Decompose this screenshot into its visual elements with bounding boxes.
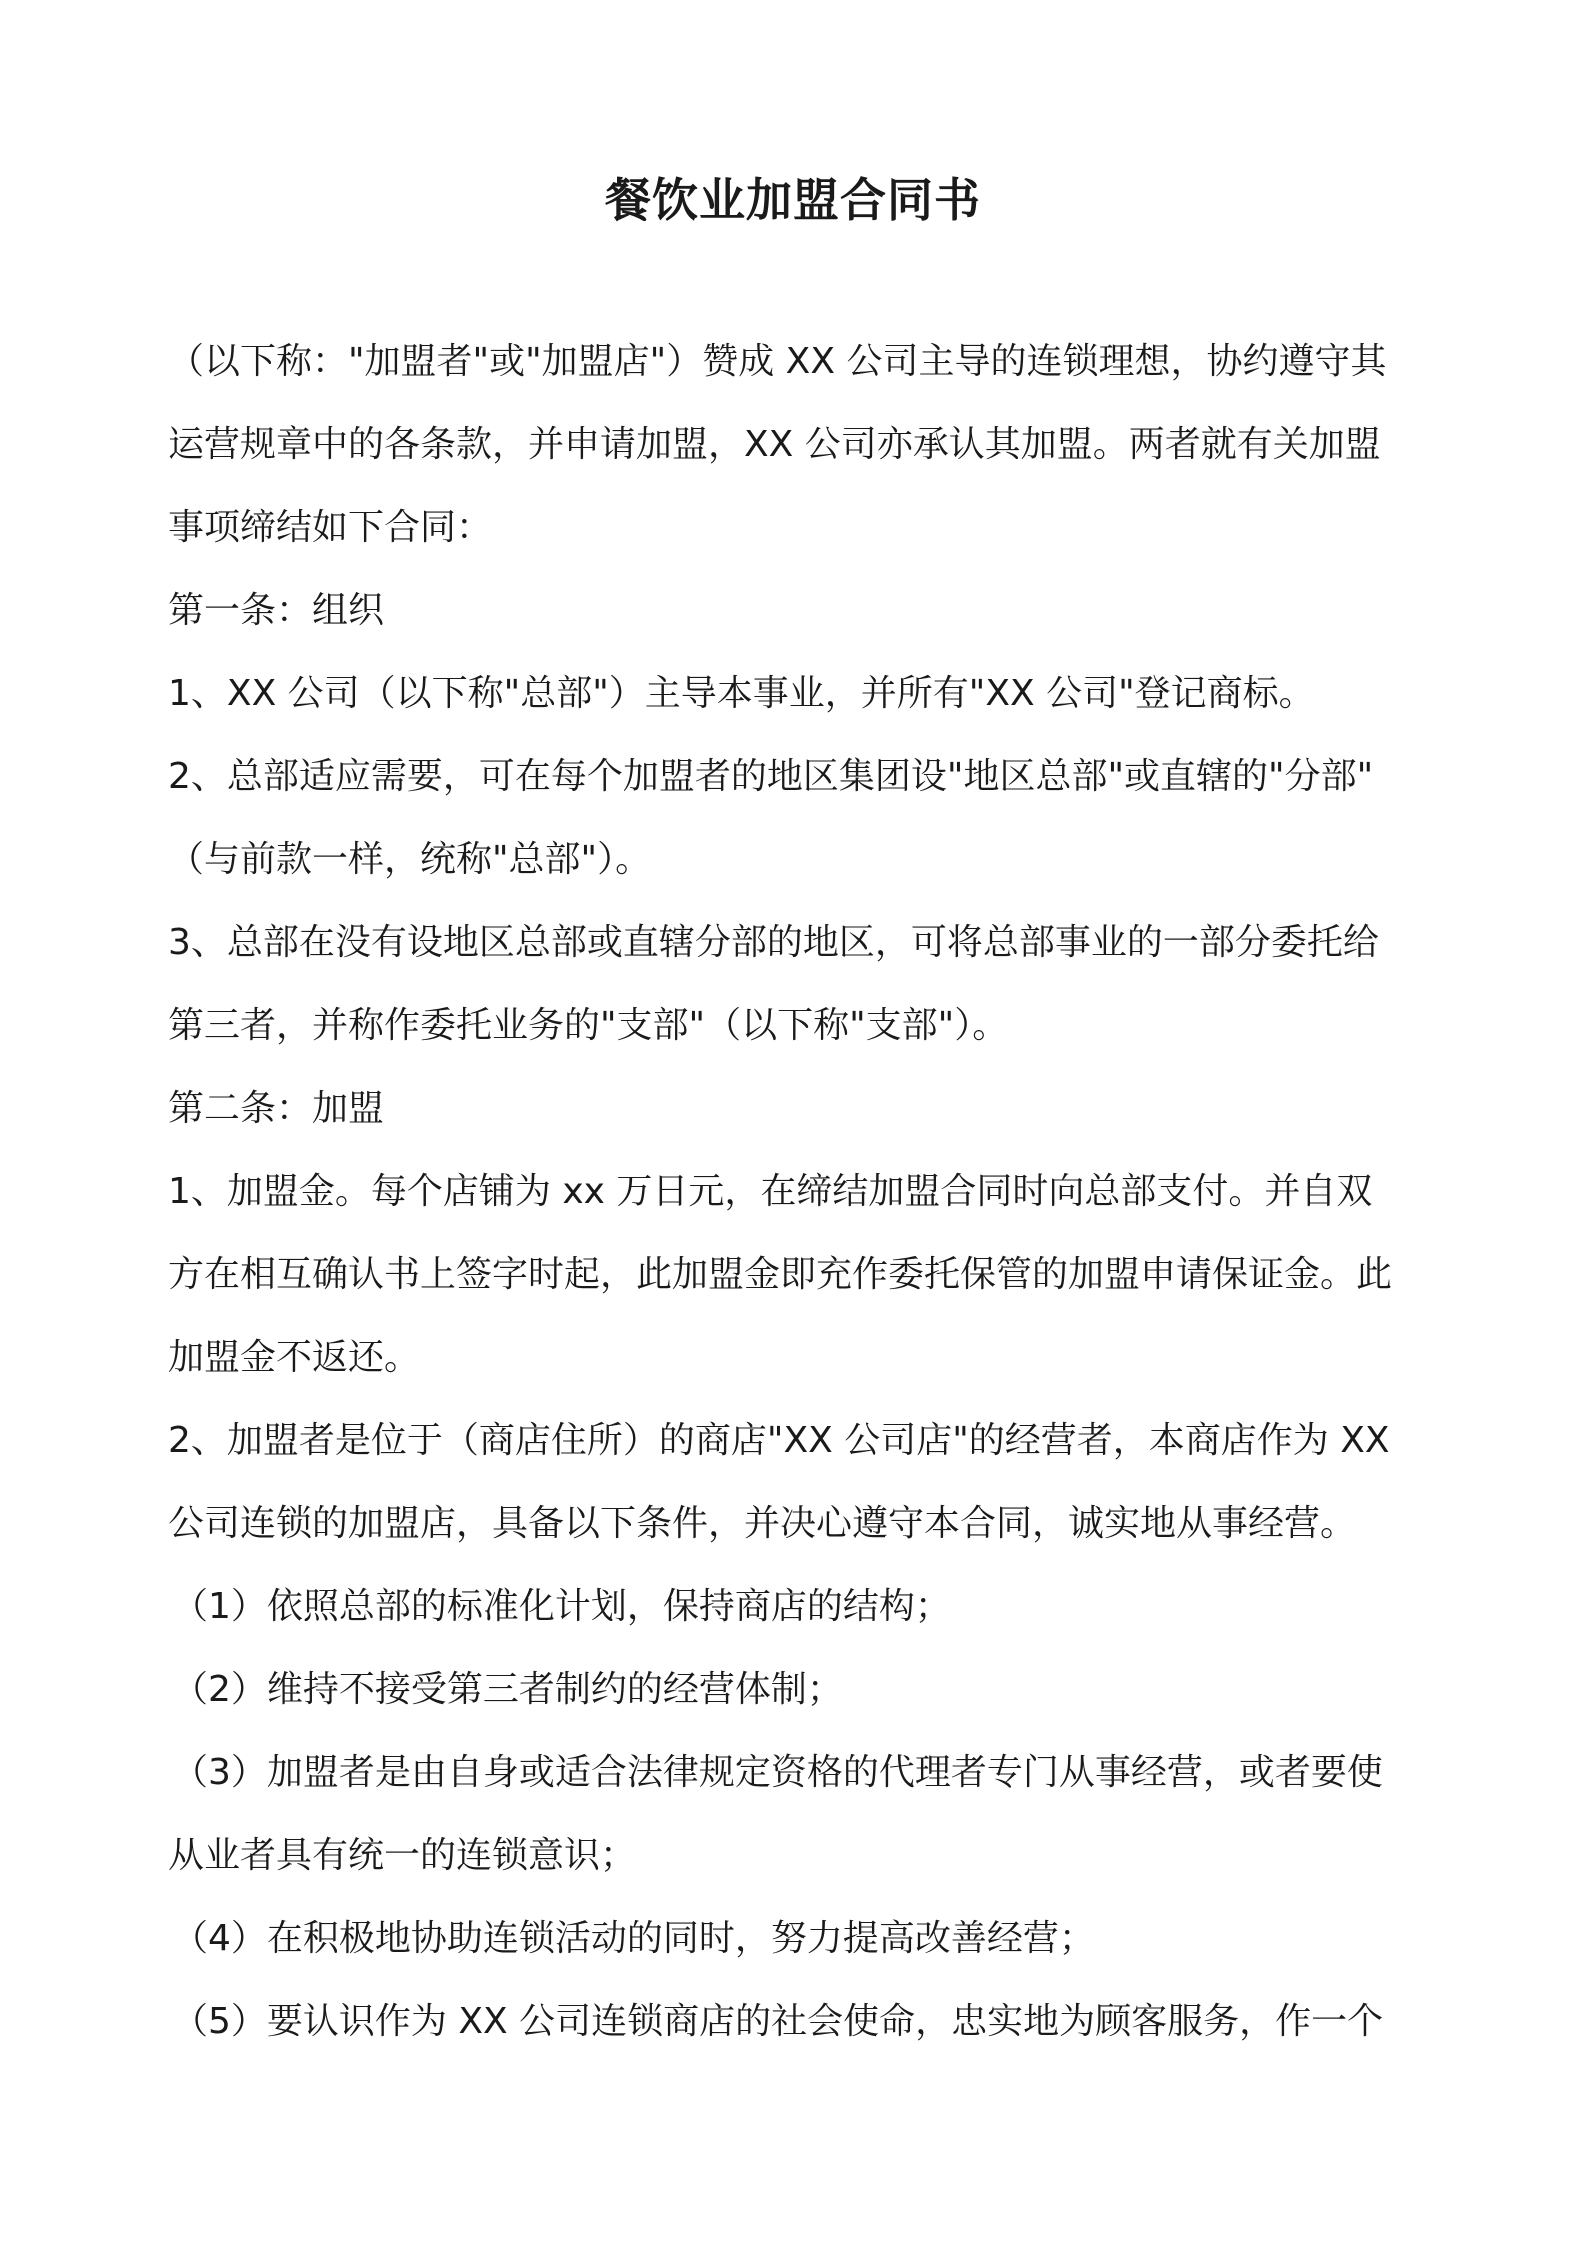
intro-line-3: 事项缔结如下合同： bbox=[168, 507, 493, 548]
intro-line-2: 运营规章中的各条款，并申请加盟，XX 公司亦承认其加盟。两者就有关加盟 bbox=[168, 424, 1381, 465]
article-1-heading: 第一条：组织 bbox=[168, 590, 385, 631]
condition-3-line-1: （3）加盟者是由自身或适合法律规定资格的代理者专门从事经营，或者要使 bbox=[172, 1752, 1383, 1793]
condition-4: （4）在积极地协助连锁活动的同时，努力提高改善经营； bbox=[172, 1918, 1095, 1959]
article-2-clause-1-line-1: 1、加盟金。每个店铺为 xx 万日元，在缔结加盟合同时向总部支付。并自双 bbox=[168, 1171, 1373, 1212]
article-1-clause-3-line-1: 3、总部在没有设地区总部或直辖分部的地区，可将总部事业的一部分委托给 bbox=[168, 922, 1379, 963]
condition-3-line-2: 从业者具有统一的连锁意识； bbox=[168, 1835, 637, 1876]
condition-1: （1）依照总部的标准化计划，保持商店的结构； bbox=[172, 1586, 951, 1627]
article-1-clause-2-line-1: 2、总部适应需要，可在每个加盟者的地区集团设"地区总部"或直辖的"分部" bbox=[168, 756, 1374, 797]
document-body bbox=[168, 320, 1428, 2063]
condition-5: （5）要认识作为 XX 公司连锁商店的社会使命，忠实地为顾客服务，作一个 bbox=[172, 2001, 1384, 2042]
article-2-clause-2-line-2: 公司连锁的加盟店，具备以下条件，并决心遵守本合同，诚实地从事经营。 bbox=[168, 1503, 1357, 1544]
article-1-clause-1: 1、XX 公司（以下称"总部"）主导本事业，并所有"XX 公司"登记商标。 bbox=[168, 673, 1315, 714]
intro-line-1: （以下称："加盟者"或"加盟店"）赞成 XX 公司主导的连锁理想，协约遵守其 bbox=[168, 341, 1387, 382]
article-2-clause-1-line-2: 方在相互确认书上签字时起，此加盟金即充作委托保管的加盟申请保证金。此 bbox=[168, 1254, 1393, 1295]
condition-2: （2）维持不接受第三者制约的经营体制； bbox=[172, 1669, 843, 1710]
article-1-clause-3-line-2: 第三者，并称作委托业务的"支部"（以下称"支部"）。 bbox=[168, 1005, 1009, 1046]
article-2-clause-2-line-1: 2、加盟者是位于（商店住所）的商店"XX 公司店"的经营者，本商店作为 XX bbox=[168, 1420, 1390, 1461]
article-2-clause-1-line-3: 加盟金不返还。 bbox=[168, 1337, 421, 1378]
document-title: 餐饮业加盟合同书 bbox=[605, 173, 981, 227]
article-1-clause-2-line-2: （与前款一样，统称"总部"）。 bbox=[168, 839, 652, 880]
article-2-heading: 第二条：加盟 bbox=[168, 1088, 385, 1129]
